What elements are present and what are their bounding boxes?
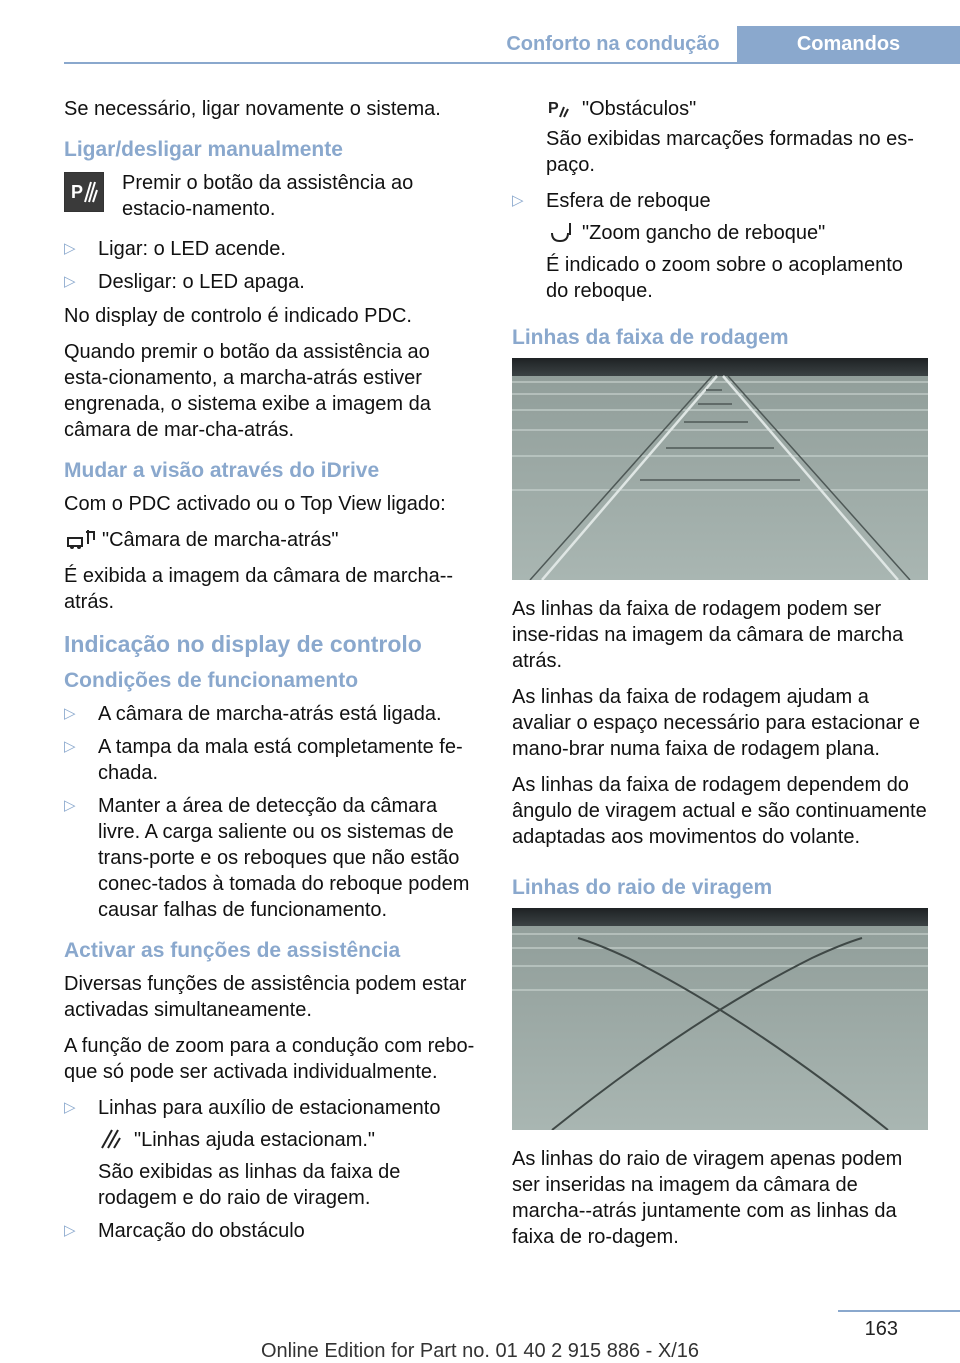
page-number: 163 (864, 1318, 898, 1340)
heading-radius: Linhas do raio de viragem (512, 876, 773, 899)
svg-text:P: P (548, 100, 559, 117)
tow-bullets (512, 188, 928, 304)
paragraph: Diversas funções de assistência podem estar activadas simultaneamente. (64, 973, 467, 1021)
paragraph: É exibida a imagem da câmara de marcha--atrás. (64, 565, 454, 613)
paragraph: Com o PDC activado ou o Top View ligado: (64, 493, 446, 515)
paragraph: Se necessário, ligar novamente o sistema. (64, 98, 441, 120)
list-item: ▷ Manter a área de detecção da câmara livre. A carga saliente ou os sistemas de trans-porte e os reboques que não estão conec-tados à tomada do reboque podem causar falhas de funcionamento. (64, 793, 478, 923)
header-section: Conforto na condução (506, 32, 720, 55)
heading-conditions: Condições de funcionamento (64, 669, 359, 692)
paragraph: As linhas do raio de viragem apenas podem ser inseridas na imagem da câmara de marcha--atrás juntamente com as linhas da faixa de ro-dagem. (512, 1148, 903, 1248)
manual-text: Premir o botão da assistência ao estacio-namento. (122, 172, 414, 220)
menu-line (98, 1127, 478, 1153)
svg-text:P: P (71, 182, 84, 202)
edition-note: Online Edition for Part no. 01 40 2 915 886 - X/16 (260, 1340, 700, 1362)
footer-line (838, 1310, 960, 1312)
list-item-label: Esfera de reboque (546, 190, 711, 212)
list-item (512, 188, 928, 304)
obstacle-sub (512, 96, 928, 178)
manual-bullets (64, 236, 478, 295)
lane-lines-illustration (512, 358, 928, 580)
paragraph: As linhas da faixa de rodagem ajudam a avaliar o espaço necessário para estacionar e mano-brar numa faixa de rodagem plana. (512, 686, 921, 760)
menu-line (546, 96, 928, 122)
menu-label: "Câmara de marcha-atrás" (102, 529, 339, 551)
menu-label: "Obstáculos" (582, 98, 697, 120)
paragraph: As linhas da faixa de rodagem dependem do ângulo de viragem actual e são continuamente adaptadas aos movimentos do volante. (512, 774, 927, 848)
list-item: ▷ Ligar: o LED acende. (64, 236, 478, 262)
heading-activate: Activar as funções de assistência (64, 939, 401, 962)
turning-radius-illustration (512, 908, 928, 1130)
menu-line (64, 527, 478, 553)
list-item: ▷ Desligar: o LED apaga. (64, 269, 478, 295)
paragraph: Quando premir o botão da assistência ao esta-cionamento, a marcha-atrás estiver engrenada, o sistema exibe a imagem da câmara de mar-cha-atrás. (64, 341, 431, 441)
heading-display: Indicação no display de controlo (64, 631, 422, 657)
list-item: ▷ A tampa da mala está completamente fe-chada. (64, 734, 478, 786)
header-chapter: Comandos (737, 26, 960, 62)
heading-manual: Ligar/desligar manualmente (64, 138, 343, 161)
obstacle-icon (546, 97, 576, 119)
list-item (64, 1095, 478, 1211)
heading-idrive: Mudar a visão através do iDrive (64, 459, 380, 482)
list-item-label: Linhas para auxílio de estacionamento (98, 1097, 441, 1119)
heading-lanes: Linhas da faixa de rodagem (512, 326, 789, 349)
menu-label: "Zoom gancho de reboque" (582, 222, 826, 244)
list-item-text: É indicado o zoom sobre o acoplamento do reboque. (546, 254, 903, 302)
manual-instruction (64, 170, 478, 222)
condition-bullets (64, 701, 478, 923)
left-column (64, 96, 478, 1252)
parking-lines-icon (98, 1128, 128, 1150)
right-column (512, 96, 928, 1260)
rear-camera-icon (66, 528, 96, 550)
paragraph: No display de controlo é indicado PDC. (64, 305, 412, 327)
paragraph: São exibidas marcações formadas no es-paço. (546, 128, 914, 176)
header-line (64, 62, 960, 64)
list-item: ▷ Marcação do obstáculo (64, 1218, 478, 1244)
paragraph: As linhas da faixa de rodagem podem ser inse-ridas na imagem da câmara de marcha atrás. (512, 598, 904, 672)
list-item-text: São exibidas as linhas da faixa de rodagem e do raio de viragem. (98, 1161, 401, 1209)
tow-hook-icon (546, 221, 576, 243)
parking-assist-button-icon (64, 172, 104, 212)
list-item: ▷ A câmara de marcha-atrás está ligada. (64, 701, 478, 727)
menu-label: "Linhas ajuda estacionam." (134, 1129, 376, 1151)
activate-bullets (64, 1095, 478, 1244)
menu-line (546, 220, 928, 246)
paragraph: A função de zoom para a condução com rebo-que só pode ser activada individualmente. (64, 1035, 475, 1083)
